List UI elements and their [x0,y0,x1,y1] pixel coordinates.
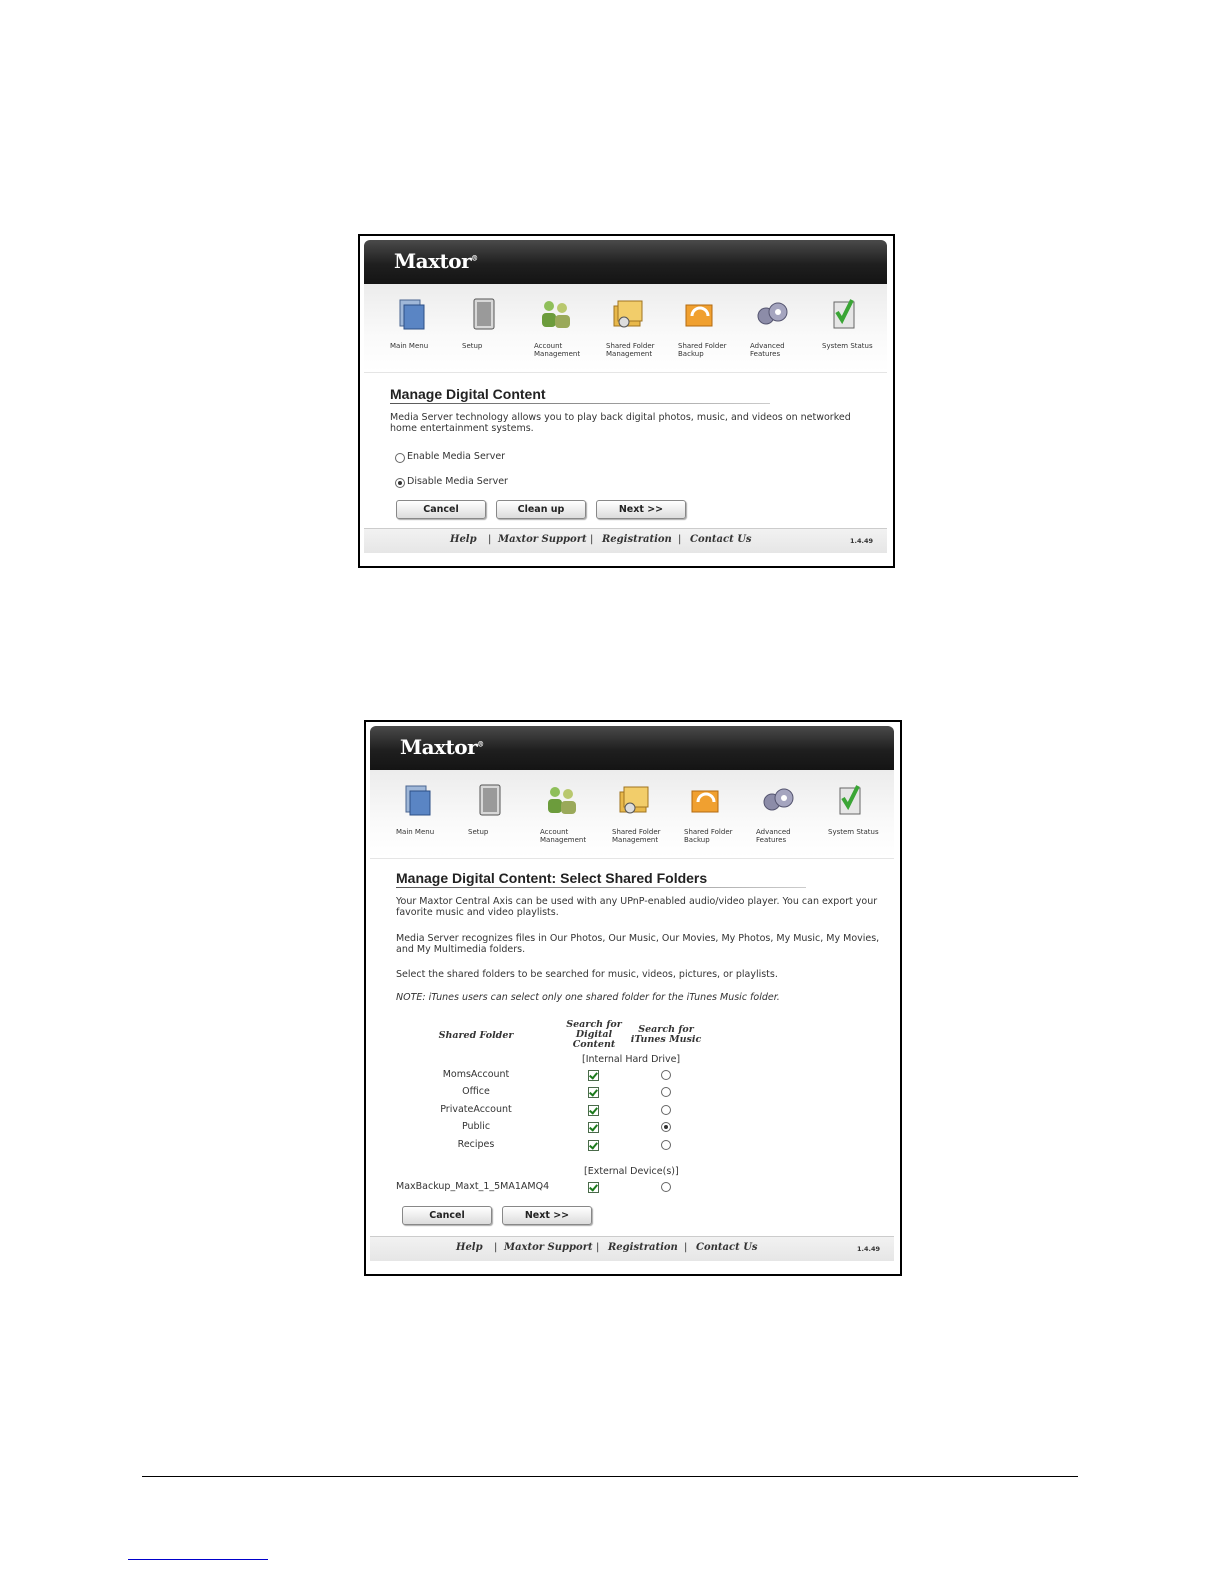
description-text: Media Server technology allows you to play back digital photos, music, and videos on networked home entertainment systems. [390,412,851,434]
registration-link[interactable]: Registration [602,534,672,545]
external-device-label: [External Device(s)] [584,1166,679,1177]
nav-setup[interactable]: Setup [468,782,532,836]
footer-separator: | [590,534,594,545]
itunes-music-radio[interactable] [661,1105,671,1115]
system-status-icon [826,296,862,332]
footer-separator: | [596,1242,600,1253]
disable-media-server-label: Disable Media Server [407,476,508,487]
footer-separator: | [488,534,492,545]
enable-media-server-label: Enable Media Server [407,451,506,462]
nav-main-menu[interactable]: Main Menu [390,296,454,350]
page-title: Manage Digital Content: Select Shared Folders [396,870,708,886]
col-header-shared-folder: Shared Folder [438,1030,514,1041]
shared-folder-backup-icon [682,296,718,332]
footer-bar [364,528,887,553]
folder-name: MaxBackup_Maxt_1_5MA1AMQ4 [396,1181,550,1192]
footer-separator: | [684,1242,688,1253]
maxtor-logo: Maxtor® [400,735,484,759]
nav-account-management[interactable]: Account Management [540,782,604,844]
page-title: Manage Digital Content [390,386,546,402]
digital-content-checkbox[interactable] [588,1122,599,1133]
nav-icon-bar [370,770,894,859]
contact-us-link[interactable]: Contact Us [690,534,752,545]
nav-shared-folder-backup[interactable]: Shared Folder Backup [678,296,742,358]
folder-name: PrivateAccount [440,1104,512,1115]
screenshot-manage-digital-content [358,234,895,568]
col-header-digital-content: Search for Digital Content [566,1019,622,1050]
help-link[interactable]: Help [456,1242,483,1253]
contact-us-link[interactable]: Contact Us [696,1242,758,1253]
page-link-underline [128,1559,268,1560]
setup-icon [472,782,508,818]
page-footer-rule [142,1476,1078,1477]
account-management-icon [538,296,574,332]
digital-content-checkbox[interactable] [588,1105,599,1116]
shared-folder-management-icon [616,782,652,818]
shared-folder-management-icon [610,296,646,332]
folder-name: Recipes [457,1139,495,1150]
digital-content-checkbox[interactable] [588,1087,599,1098]
digital-content-checkbox[interactable] [588,1182,599,1193]
maxtor-logo: Maxtor® [394,249,478,273]
main-menu-icon [394,296,430,332]
title-divider [396,887,806,888]
main-menu-icon [400,782,436,818]
instruction-text: Select the shared folders to be searched for music, videos, pictures, or playlists. [396,969,778,980]
footer-separator: | [678,534,682,545]
system-status-icon [832,782,868,818]
nav-main-menu[interactable]: Main Menu [396,782,460,836]
itunes-music-radio[interactable] [661,1087,671,1097]
folder-name: Office [462,1086,490,1097]
itunes-music-radio[interactable] [661,1140,671,1150]
digital-content-checkbox[interactable] [588,1140,599,1151]
folder-name: Public [461,1121,491,1132]
nav-system-status[interactable]: System Status [822,296,886,350]
itunes-music-radio[interactable] [661,1070,671,1080]
disable-media-server-radio[interactable] [395,478,405,488]
nav-system-status[interactable]: System Status [828,782,892,836]
nav-icon-bar [364,284,887,373]
maxtor-support-link[interactable]: Maxtor Support [498,534,587,545]
title-divider [390,403,770,404]
screenshot-select-shared-folders [364,720,902,1276]
internal-drive-label: [Internal Hard Drive] [582,1054,681,1065]
nav-shared-folder-management[interactable]: Shared Folder Management [606,296,670,358]
nav-setup[interactable]: Setup [462,296,526,350]
col-header-itunes-music: Search for iTunes Music [630,1024,702,1045]
nav-shared-folder-backup[interactable]: Shared Folder Backup [684,782,748,844]
nav-advanced-features[interactable]: Advanced Features [750,296,814,358]
version-label: 1.4.49 [856,1245,880,1253]
account-management-icon [544,782,580,818]
footer-bar [370,1236,894,1261]
cleanup-button[interactable]: Clean up [496,500,586,519]
cancel-button[interactable]: Cancel [402,1206,492,1225]
registration-link[interactable]: Registration [608,1242,678,1253]
version-label: 1.4.49 [849,537,873,545]
cancel-button[interactable]: Cancel [396,500,486,519]
next-button[interactable]: Next >> [596,500,686,519]
next-button[interactable]: Next >> [502,1206,592,1225]
nav-account-management[interactable]: Account Management [534,296,598,358]
folder-name: MomsAccount [442,1069,510,1080]
help-link[interactable]: Help [450,534,477,545]
intro-text: Your Maxtor Central Axis can be used with any UPnP-enabled audio/video player. You can export your favorite music and video playlists. [396,896,878,918]
shared-folder-backup-icon [688,782,724,818]
itunes-music-radio[interactable] [661,1182,671,1192]
footer-separator: | [494,1242,498,1253]
itunes-music-radio[interactable] [661,1122,671,1132]
digital-content-checkbox[interactable] [588,1070,599,1081]
nav-shared-folder-management[interactable]: Shared Folder Management [612,782,676,844]
enable-media-server-radio[interactable] [395,453,405,463]
setup-icon [466,296,502,332]
advanced-features-icon [760,782,796,818]
advanced-features-icon [754,296,790,332]
itunes-note: NOTE: iTunes users can select only one shared folder for the iTunes Music folder. [396,992,780,1003]
recognized-folders-text: Media Server recognizes files in Our Photos, Our Music, Our Movies, My Photos, My Music, My Movies, and My Multimedia folders. [396,933,880,955]
maxtor-support-link[interactable]: Maxtor Support [504,1242,593,1253]
nav-advanced-features[interactable]: Advanced Features [756,782,820,844]
header-bar [364,240,887,284]
header-bar [370,726,894,770]
